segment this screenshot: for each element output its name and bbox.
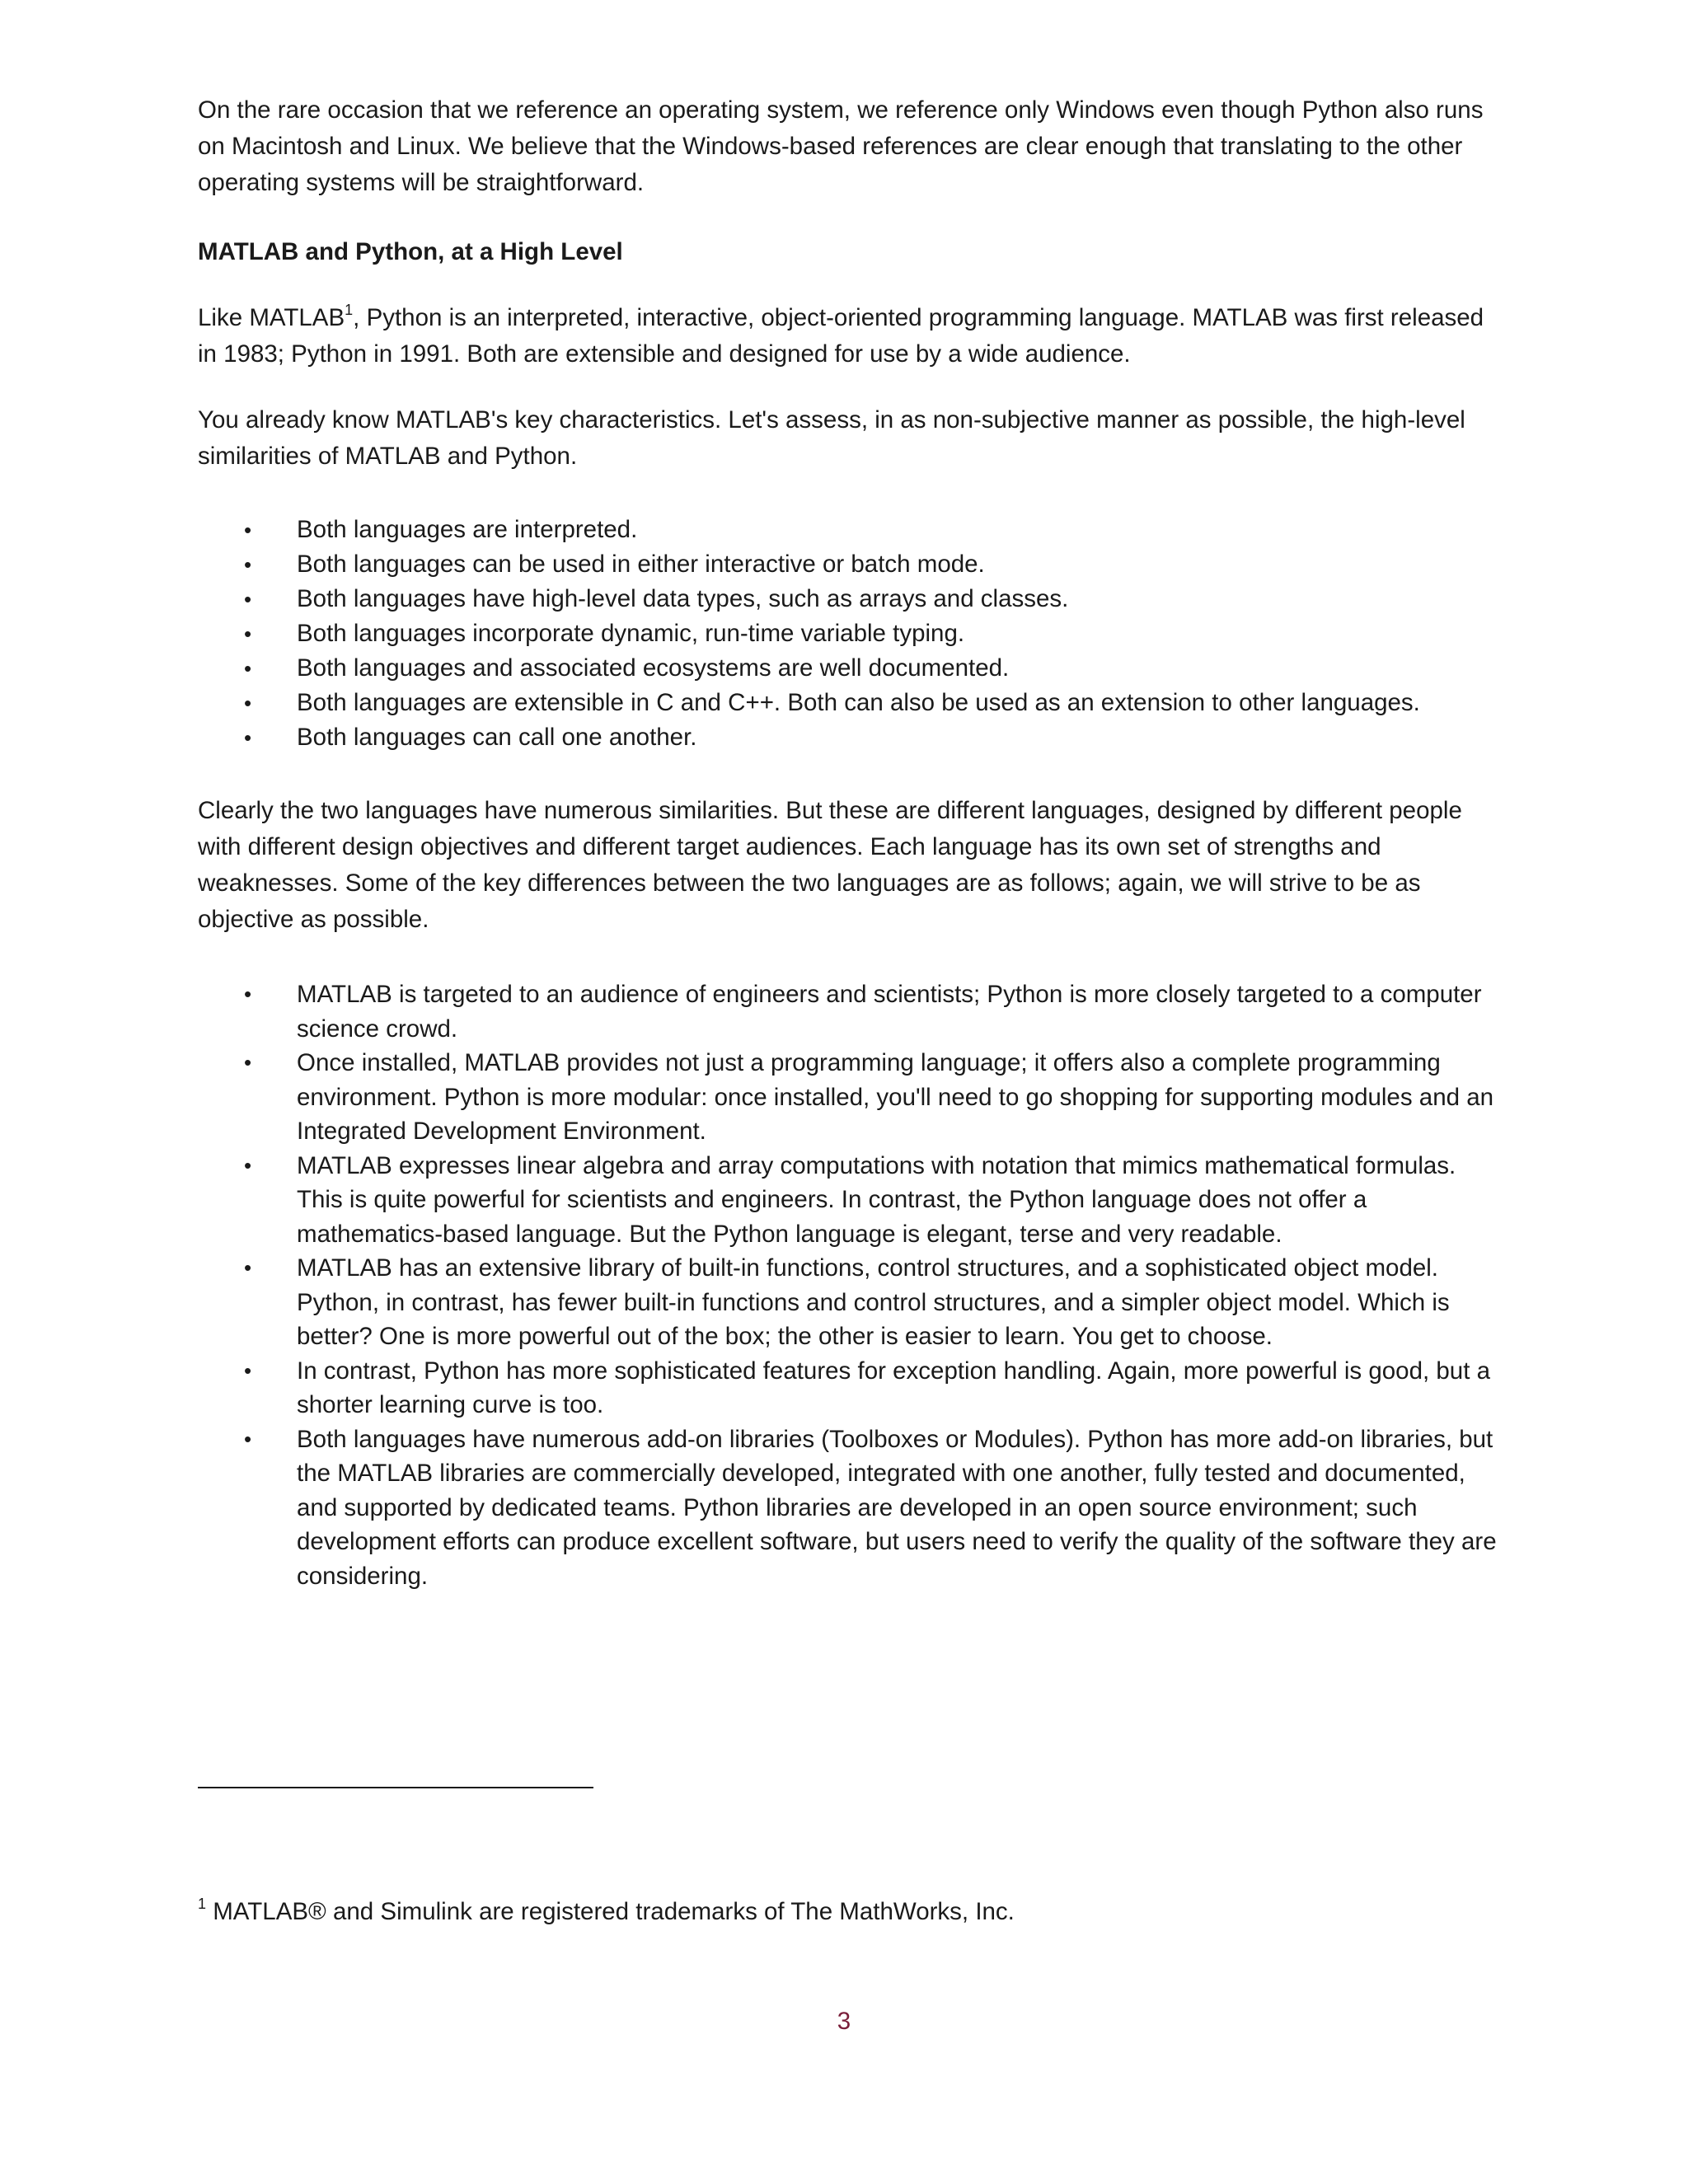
list-item bbox=[198, 686, 1500, 720]
assess-paragraph: You already know MATLAB's key characteristics. Let's assess, in as non-subjective manner as possible, the high-level similarities of MATLAB and Python. bbox=[198, 406, 1465, 470]
list-item-text: MATLAB expresses linear algebra and array computations with notation that mimics mathematical formulas. This is quite powerful for scientists and engineers. In contrast, the Python language does not offer a mathematics-based language. But the Python language is elegant, terse and very readable. bbox=[297, 1151, 1456, 1248]
bullet-icon: • bbox=[244, 1050, 252, 1075]
list-item bbox=[198, 513, 1500, 547]
similarities-list bbox=[198, 513, 1500, 755]
list-item bbox=[198, 720, 1500, 755]
bullet-icon: • bbox=[244, 1152, 252, 1178]
bullet-icon: • bbox=[244, 1255, 252, 1280]
intro-paragraph: On the rare occasion that we reference an operating system, we reference only Windows even though Python also runs on Macintosh and Linux. We believe that the Windows-based references are clear enough that translating to the other operating systems will be straightforward. bbox=[198, 96, 1484, 196]
list-item bbox=[198, 651, 1500, 686]
list-item-text: MATLAB has an extensive library of built-in functions, control structures, and a sophisticated object model. Python, in contrast, has fewer built-in functions and control structures, and a simpler object model. Which is better? One is more powerful out of the box; the other is easier to learn. You get to choose. bbox=[297, 1254, 1450, 1350]
bullet-icon: • bbox=[244, 1426, 252, 1451]
list-item bbox=[198, 1046, 1500, 1149]
list-item-text: Both languages can be used in either interactive or batch mode. bbox=[297, 551, 985, 578]
bullet-icon: • bbox=[244, 982, 252, 1006]
footnote-text: MATLAB® and Simulink are registered trademarks of The MathWorks, Inc. bbox=[206, 1898, 1015, 1925]
like-paragraph-start: Like MATLAB bbox=[198, 304, 345, 331]
list-item-text: Once installed, MATLAB provides not just a programming language; it offers also a complete programming environment. Python is more modular: once installed, you'll need to go shopping for supporting modules and an Integrated Development Environment. bbox=[297, 1049, 1494, 1145]
bullet-icon: • bbox=[244, 518, 252, 542]
like-matlab-paragraph bbox=[198, 300, 1500, 373]
differences-intro-paragraph: Clearly the two languages have numerous similarities. But these are different languages, designed by different people with different design objectives and different target audiences. Each language has its own set of strengths and weaknesses. Some of the key differences between the two languages are as follows; again, we will strive to be as objective as possible. bbox=[198, 797, 1462, 933]
bullet-icon: • bbox=[244, 1357, 252, 1383]
list-item bbox=[198, 977, 1500, 1046]
list-item bbox=[198, 582, 1500, 616]
list-item-text: Both languages can call one another. bbox=[297, 724, 697, 751]
list-item-text: MATLAB is targeted to an audience of engineers and scientists; Python is more closely targeted to a computer science crowd. bbox=[297, 981, 1482, 1043]
list-item bbox=[198, 547, 1500, 582]
list-item-text: Both languages incorporate dynamic, run-time variable typing. bbox=[297, 620, 965, 647]
footnote bbox=[198, 1894, 1015, 1930]
list-item bbox=[198, 1422, 1500, 1594]
list-item-text: In contrast, Python has more sophisticated features for exception handling. Again, more powerful is good, but a shorter learning curve is too. bbox=[297, 1357, 1490, 1418]
list-item bbox=[198, 616, 1500, 651]
list-item-text: Both languages have high-level data types, such as arrays and classes. bbox=[297, 585, 1069, 612]
list-item-text: Both languages are interpreted. bbox=[297, 516, 638, 543]
like-paragraph-rest: , Python is an interpreted, interactive, object-oriented programming language. MATLAB was first released in 1983; Python in 1991. Both are extensible and designed for use by a wide audience. bbox=[198, 304, 1484, 368]
bullet-icon: • bbox=[244, 691, 252, 715]
section-heading: MATLAB and Python, at a High Level bbox=[198, 238, 623, 265]
list-item bbox=[198, 1354, 1500, 1422]
list-item-text: Both languages have numerous add-on libraries (Toolboxes or Modules). Python has more add-on libraries, but the MATLAB libraries are commercially developed, integrated with one another, fully tested and documented, and supported by dedicated teams. Python libraries are developed in an open source environment; such development efforts can produce excellent software, but users need to verify the quality of the software they are considering. bbox=[297, 1425, 1497, 1590]
list-item-text: Both languages and associated ecosystems are well documented. bbox=[297, 654, 1010, 682]
bullet-icon: • bbox=[244, 587, 252, 612]
bullet-icon: • bbox=[244, 621, 252, 646]
document-body bbox=[198, 92, 1500, 1593]
differences-list bbox=[198, 977, 1500, 1593]
bullet-icon: • bbox=[244, 725, 252, 750]
footnote-reference[interactable]: 1 bbox=[345, 302, 354, 319]
footnote-separator bbox=[198, 1787, 593, 1788]
bullet-icon: • bbox=[244, 656, 252, 681]
list-item bbox=[198, 1149, 1500, 1252]
page-number: 3 bbox=[837, 2008, 851, 2035]
list-item bbox=[198, 1251, 1500, 1354]
list-item-text: Both languages are extensible in C and C++. Both can also be used as an extension to other languages. bbox=[297, 689, 1420, 716]
bullet-icon: • bbox=[244, 552, 252, 577]
footnote-marker: 1 bbox=[198, 1896, 207, 1913]
